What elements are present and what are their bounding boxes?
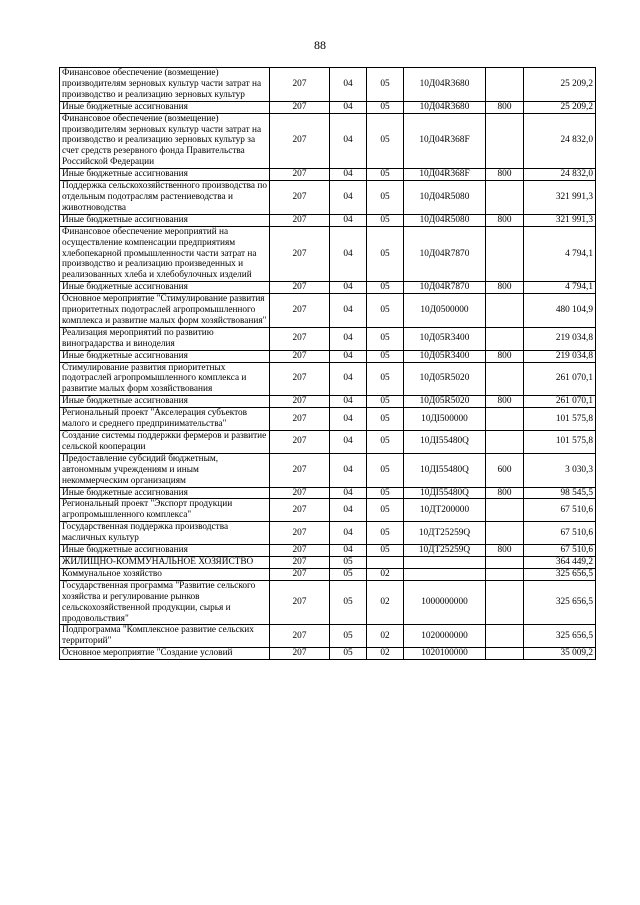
row-subsection-code: 05 — [367, 408, 404, 431]
row-target-article: 10ДТ200000 — [404, 499, 486, 522]
row-ved-code: 207 — [270, 226, 330, 282]
row-name: Подпрограмма "Комплексное развитие сельских территорий" — [60, 625, 270, 648]
row-subsection-code: 05 — [367, 294, 404, 328]
row-target-article: 10Д05R3400 — [404, 350, 486, 362]
row-target-article: 10Д05R5020 — [404, 396, 486, 408]
row-ved-code: 207 — [270, 68, 330, 102]
row-expense-type: 800 — [486, 101, 524, 113]
row-ved-code: 207 — [270, 327, 330, 350]
row-amount: 261 070,1 — [524, 362, 596, 396]
table-row — [60, 625, 596, 648]
table-row — [60, 327, 596, 350]
row-name: Иные бюджетные ассигнования — [60, 169, 270, 181]
row-target-article: 10Д04R3680 — [404, 101, 486, 113]
row-target-article: 10ДI55480Q — [404, 431, 486, 454]
row-section-code: 04 — [330, 327, 367, 350]
row-amount: 25 209,2 — [524, 68, 596, 102]
row-expense-type: 800 — [486, 545, 524, 557]
row-target-article: 10Д04R7870 — [404, 282, 486, 294]
row-subsection-code: 05 — [367, 214, 404, 226]
row-subsection-code: 05 — [367, 453, 404, 487]
row-expense-type — [486, 226, 524, 282]
row-ved-code: 207 — [270, 580, 330, 625]
row-section-code: 04 — [330, 214, 367, 226]
row-target-article: 1000000000 — [404, 580, 486, 625]
table-row — [60, 214, 596, 226]
row-target-article: 10Д04R5080 — [404, 214, 486, 226]
row-subsection-code: 05 — [367, 431, 404, 454]
row-ved-code: 207 — [270, 282, 330, 294]
row-target-article: 10Д04R3680 — [404, 68, 486, 102]
row-expense-type — [486, 294, 524, 328]
row-amount: 67 510,6 — [524, 545, 596, 557]
row-subsection-code: 05 — [367, 396, 404, 408]
row-amount: 24 832,0 — [524, 169, 596, 181]
row-target-article — [404, 556, 486, 568]
budget-table — [59, 67, 596, 660]
row-target-article: 10ДI55480Q — [404, 487, 486, 499]
row-name: Коммунальное хозяйство — [60, 568, 270, 580]
row-ved-code: 207 — [270, 625, 330, 648]
row-subsection-code: 05 — [367, 327, 404, 350]
row-section-code: 04 — [330, 226, 367, 282]
row-amount: 325 656,5 — [524, 568, 596, 580]
row-section-code: 04 — [330, 294, 367, 328]
row-section-code: 04 — [330, 453, 367, 487]
table-row — [60, 68, 596, 102]
row-ved-code: 207 — [270, 431, 330, 454]
row-expense-type: 800 — [486, 350, 524, 362]
row-amount: 364 449,2 — [524, 556, 596, 568]
row-section-code: 05 — [330, 625, 367, 648]
row-expense-type — [486, 499, 524, 522]
row-ved-code: 207 — [270, 169, 330, 181]
row-expense-type — [486, 625, 524, 648]
table-row — [60, 431, 596, 454]
row-section-code: 04 — [330, 408, 367, 431]
row-name: Реализация мероприятий по развитию виноградарства и виноделия — [60, 327, 270, 350]
row-expense-type — [486, 113, 524, 169]
row-ved-code: 207 — [270, 113, 330, 169]
row-ved-code: 207 — [270, 214, 330, 226]
row-target-article: 1020100000 — [404, 648, 486, 660]
row-amount: 4 794,1 — [524, 226, 596, 282]
row-amount: 3 030,3 — [524, 453, 596, 487]
row-expense-type — [486, 181, 524, 215]
row-name: Иные бюджетные ассигнования — [60, 396, 270, 408]
row-amount: 325 656,5 — [524, 580, 596, 625]
row-ved-code: 207 — [270, 556, 330, 568]
row-subsection-code: 05 — [367, 350, 404, 362]
table-row — [60, 487, 596, 499]
row-ved-code: 207 — [270, 362, 330, 396]
row-amount: 4 794,1 — [524, 282, 596, 294]
row-subsection-code: 05 — [367, 499, 404, 522]
row-amount: 321 991,3 — [524, 214, 596, 226]
row-name: Создание системы поддержки фермеров и развитие сельской кооперации — [60, 431, 270, 454]
row-target-article: 10Д05R3400 — [404, 327, 486, 350]
row-amount: 219 034,8 — [524, 350, 596, 362]
row-section-code: 04 — [330, 431, 367, 454]
table-row — [60, 556, 596, 568]
row-name: Региональный проект "Акселерация субъектов малого и среднего предпринимательства" — [60, 408, 270, 431]
row-subsection-code: 02 — [367, 648, 404, 660]
row-expense-type — [486, 648, 524, 660]
row-section-code: 04 — [330, 101, 367, 113]
row-expense-type — [486, 580, 524, 625]
row-subsection-code — [367, 556, 404, 568]
row-amount: 321 991,3 — [524, 181, 596, 215]
row-target-article: 10ДТ25259Q — [404, 545, 486, 557]
row-expense-type: 800 — [486, 214, 524, 226]
table-row — [60, 545, 596, 557]
row-section-code: 04 — [330, 68, 367, 102]
row-ved-code: 207 — [270, 350, 330, 362]
row-ved-code: 207 — [270, 101, 330, 113]
row-amount: 24 832,0 — [524, 113, 596, 169]
row-expense-type: 800 — [486, 169, 524, 181]
row-subsection-code: 02 — [367, 625, 404, 648]
row-expense-type: 600 — [486, 453, 524, 487]
row-subsection-code: 02 — [367, 580, 404, 625]
table-row — [60, 350, 596, 362]
row-subsection-code: 05 — [367, 113, 404, 169]
row-target-article: 10Д0500000 — [404, 294, 486, 328]
row-name: Государственная поддержка производства масличных культур — [60, 522, 270, 545]
table-row — [60, 362, 596, 396]
row-target-article: 10ДI55480Q — [404, 453, 486, 487]
row-name: Иные бюджетные ассигнования — [60, 101, 270, 113]
table-row — [60, 408, 596, 431]
row-name: Стимулирование развития приоритетных подотраслей агропромышленного комплекса и развитие малых форм хозяйствования — [60, 362, 270, 396]
row-section-code: 04 — [330, 487, 367, 499]
table-row — [60, 648, 596, 660]
row-subsection-code: 05 — [367, 282, 404, 294]
table-row — [60, 568, 596, 580]
row-target-article: 10Д05R5020 — [404, 362, 486, 396]
row-expense-type — [486, 327, 524, 350]
row-ved-code: 207 — [270, 396, 330, 408]
row-amount: 25 209,2 — [524, 101, 596, 113]
row-name: Финансовое обеспечение (возмещение) производителям зерновых культур части затрат на производство и реализацию зерновых культур за счет средств резервного фонда Правительства Российской Федерации — [60, 113, 270, 169]
row-target-article: 10Д04R368F — [404, 113, 486, 169]
row-name: Финансовое обеспечение мероприятий на осуществление компенсации предприятиям хлебопекарной промышленности части затрат на производство и реализацию произведенных и реализованных хлеба и хлебобулочных изделий — [60, 226, 270, 282]
row-amount: 35 009,2 — [524, 648, 596, 660]
row-amount: 325 656,5 — [524, 625, 596, 648]
table-row — [60, 453, 596, 487]
row-name: Иные бюджетные ассигнования — [60, 545, 270, 557]
table-row — [60, 580, 596, 625]
table-row — [60, 181, 596, 215]
row-ved-code: 207 — [270, 545, 330, 557]
row-subsection-code: 02 — [367, 568, 404, 580]
row-section-code: 04 — [330, 522, 367, 545]
row-target-article: 1020000000 — [404, 625, 486, 648]
row-section-code: 04 — [330, 545, 367, 557]
table-row — [60, 226, 596, 282]
table-row — [60, 294, 596, 328]
row-subsection-code: 05 — [367, 226, 404, 282]
row-target-article: 10Д04R368F — [404, 169, 486, 181]
row-amount: 101 575,8 — [524, 408, 596, 431]
row-section-code: 04 — [330, 350, 367, 362]
row-section-code: 04 — [330, 396, 367, 408]
row-amount: 67 510,6 — [524, 522, 596, 545]
row-subsection-code: 05 — [367, 522, 404, 545]
row-name: Иные бюджетные ассигнования — [60, 487, 270, 499]
table-row — [60, 169, 596, 181]
row-ved-code: 207 — [270, 568, 330, 580]
row-name: Иные бюджетные ассигнования — [60, 214, 270, 226]
row-expense-type — [486, 431, 524, 454]
table-row — [60, 113, 596, 169]
row-amount: 101 575,8 — [524, 431, 596, 454]
row-amount: 67 510,6 — [524, 499, 596, 522]
row-subsection-code: 05 — [367, 362, 404, 396]
row-ved-code: 207 — [270, 499, 330, 522]
row-target-article: 10Д04R5080 — [404, 181, 486, 215]
row-name: Основное мероприятие "Создание условий — [60, 648, 270, 660]
table-row — [60, 522, 596, 545]
row-subsection-code: 05 — [367, 101, 404, 113]
row-section-code: 05 — [330, 580, 367, 625]
row-name: Государственная программа "Развитие сельского хозяйства и регулирование рынков сельскохозяйственной продукции, сырья и продовольствия" — [60, 580, 270, 625]
row-expense-type: 800 — [486, 396, 524, 408]
row-amount: 480 104,9 — [524, 294, 596, 328]
row-name: Финансовое обеспечение (возмещение) производителям зерновых культур части затрат на производство и реализацию зерновых культур — [60, 68, 270, 102]
row-ved-code: 207 — [270, 522, 330, 545]
row-expense-type: 800 — [486, 487, 524, 499]
row-subsection-code: 05 — [367, 181, 404, 215]
row-expense-type — [486, 556, 524, 568]
row-ved-code: 207 — [270, 487, 330, 499]
row-amount: 219 034,8 — [524, 327, 596, 350]
table-row — [60, 396, 596, 408]
row-subsection-code: 05 — [367, 487, 404, 499]
row-section-code: 04 — [330, 169, 367, 181]
row-target-article: 10ДТ25259Q — [404, 522, 486, 545]
row-amount: 98 545,5 — [524, 487, 596, 499]
row-subsection-code: 05 — [367, 68, 404, 102]
table-row — [60, 101, 596, 113]
row-section-code: 05 — [330, 648, 367, 660]
row-name: Иные бюджетные ассигнования — [60, 350, 270, 362]
row-name: Поддержка сельскохозяйственного производства по отдельным подотраслям растениеводства и животноводства — [60, 181, 270, 215]
table-row — [60, 282, 596, 294]
row-ved-code: 207 — [270, 408, 330, 431]
row-expense-type — [486, 568, 524, 580]
row-name: Основное мероприятие "Стимулирование развития приоритетных подотраслей агропромышленного комплекса и развитие малых форм хозяйствования" — [60, 294, 270, 328]
row-name: ЖИЛИЩНО-КОММУНАЛЬНОЕ ХОЗЯЙСТВО — [60, 556, 270, 568]
table-row — [60, 499, 596, 522]
row-name: Иные бюджетные ассигнования — [60, 282, 270, 294]
row-name: Предоставление субсидий бюджетным, автономным учреждениям и иным некоммерческим организациям — [60, 453, 270, 487]
row-ved-code: 207 — [270, 648, 330, 660]
row-amount: 261 070,1 — [524, 396, 596, 408]
row-section-code: 04 — [330, 499, 367, 522]
page-number: 88 — [314, 38, 326, 52]
row-name: Региональный проект "Экспорт продукции агропромышленного комплекса" — [60, 499, 270, 522]
row-target-article: 10Д04R7870 — [404, 226, 486, 282]
row-section-code: 04 — [330, 181, 367, 215]
row-expense-type — [486, 522, 524, 545]
row-section-code: 04 — [330, 282, 367, 294]
budget-table-body — [60, 68, 596, 660]
row-target-article: 10ДI500000 — [404, 408, 486, 431]
row-ved-code: 207 — [270, 294, 330, 328]
row-expense-type — [486, 408, 524, 431]
row-ved-code: 207 — [270, 181, 330, 215]
row-subsection-code: 05 — [367, 169, 404, 181]
row-ved-code: 207 — [270, 453, 330, 487]
row-section-code: 05 — [330, 556, 367, 568]
row-section-code: 05 — [330, 568, 367, 580]
row-subsection-code: 05 — [367, 545, 404, 557]
row-expense-type: 800 — [486, 282, 524, 294]
row-section-code: 04 — [330, 362, 367, 396]
row-section-code: 04 — [330, 113, 367, 169]
row-expense-type — [486, 68, 524, 102]
row-expense-type — [486, 362, 524, 396]
row-target-article — [404, 568, 486, 580]
